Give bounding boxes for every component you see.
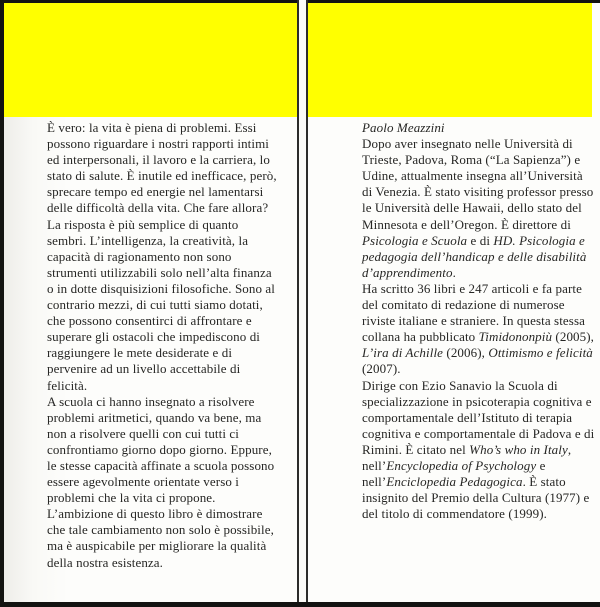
paragraph: Dirige con Ezio Sanavio la Scuola di specializzazione in psicoterapia cognitiva e comportamentale dell’Istituto di terapia cognitiva e comportamentale di Padova e di Rimini. È citato nel Who’s who in Italy, nell’Encyclopedia of Psychology e nell’Enciclopedia Pedagogica. È stato insignito del Premio della Cultura (1977) e del titolo di commendatore (1999). [362,377,595,522]
author-name: Paolo Meazzini [362,120,445,135]
yellow-band-left [4,3,297,117]
page-gutter [297,0,308,602]
author-flap-page [308,3,600,602]
scan-frame-bottom [0,602,600,607]
author-bio-block [362,120,596,522]
yellow-band-right [308,3,592,117]
author-bio-text [362,136,596,522]
scan-frame-left [0,0,4,607]
paragraph: A scuola ci hanno insegnato a risolvere problemi aritmetici, quando va bene, ma non a risolvere quelli con cui tutti ci confrontiamo giorno dopo giorno. Eppure, le stesse capacità affinate a scuola possono essere agevolmente orientate verso i problemi che la vita ci propone. L’ambizione di questo libro è dimostrare che tale cambiamento non solo è possibile, ma è auspicabile per migliorare la qualità della nostra esistenza. [47,393,275,570]
paragraph: Dopo aver insegnato nelle Università di Trieste, Padova, Roma (“La Sapienza”) e Udine, attualmente insegna all’Università di Venezia. È stato visiting professor presso le Università delle Hawaii, dello stato del Minnesota e dell’Oregon. È direttore di Psicologia e Scuola e di HD. Psicologia e pedagogia dell’handicap e delle disabilità d’apprendimento. [362,136,594,280]
paragraph: La risposta è più semplice di quanto sembri. L’intelligenza, la creatività, la capacità di ragionamento non sono strumenti utilizzabili solo nell’alta finanza o in dotte disquisizioni filosofiche. Sono al contrario mezzi, di cui tutti siamo dotati, che possono consentirci di affrontare e superare gli ostacoli che impediscono di raggiungere le mete desiderate e di pervenire ad un livello accettabile di felicità. [47,216,276,393]
back-flap-text [47,120,280,571]
back-flap-page [4,3,297,602]
paragraph: È vero: la vita è piena di problemi. Essi possono riguardare i nostri rapporti intimi ed interpersonali, il lavoro e la carriera, lo stato di salute. È inutile ed inefficace, però, sprecare tempo ed energie nel lamentarsi delle difficoltà della vita. Che fare allora? [47,120,277,216]
paragraph: Ha scritto 36 libri e 247 articoli e fa parte del comitato di redazione di numerose riviste italiane e straniere. In questa stessa collana ha pubblicato Timidononpiù (2005), L’ira di Achille (2006), Ottimismo e felicità (2007). [362,280,595,377]
